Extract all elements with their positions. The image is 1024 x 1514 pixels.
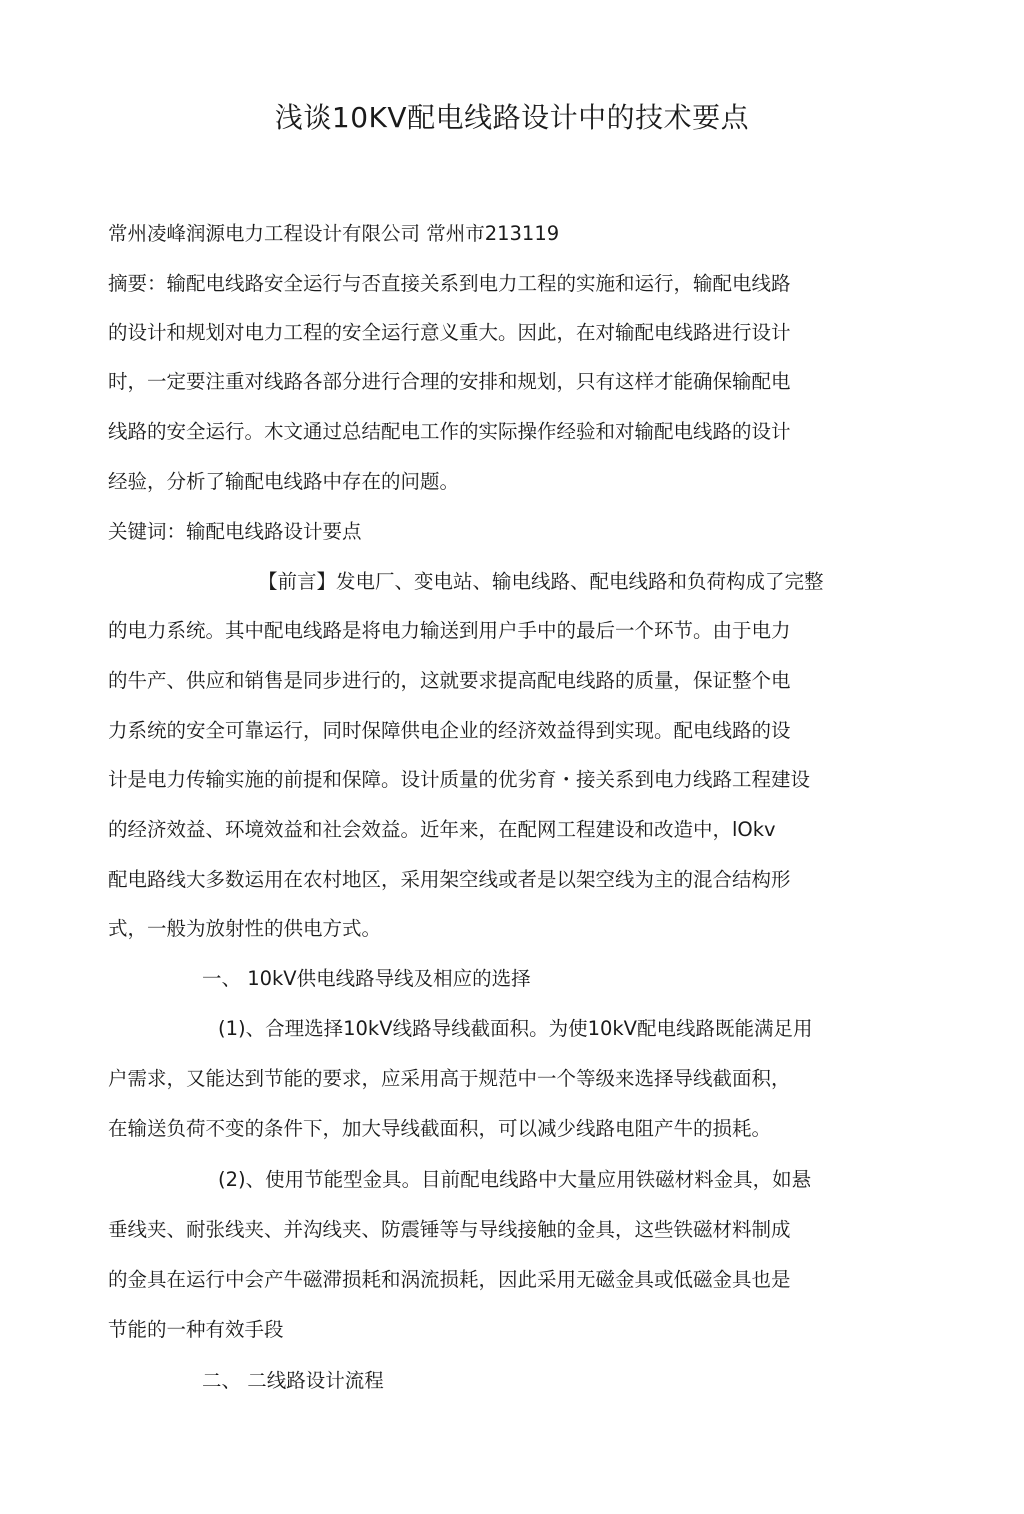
abstract-line: 的设计和规划对电力工程的安全运行意义重大。因此，在对输配电线路进行设计	[108, 321, 791, 344]
section-heading-1: 一、 10kV供电线路导线及相应的选择	[202, 967, 531, 990]
item-2-line: 节能的一种有效手段	[108, 1318, 284, 1341]
preface-line: 的经济效益、环境效益和社会效益。近年来，在配网工程建设和改造中，lOkv	[108, 818, 776, 841]
item-1-line: 户需求，又能达到节能的要求，应采用高于规范中一个等级来选择导线截面积，	[108, 1067, 791, 1090]
abstract-line: 线路的安全运行。木文通过总结配电工作的实际操作经验和对输配电线路的设计	[108, 420, 791, 443]
abstract-line: 时，一定要注重对线路各部分进行合理的安排和规划，只有这样才能确保输配电	[108, 370, 791, 393]
document-title: 浅谈10KV配电线路设计中的技术要点	[274, 101, 750, 134]
preface-line: 的电力系统。其中配电线路是将电力输送到用户手中的最后一个环节。由于电力	[108, 619, 791, 642]
preface-line: 计是电力传输实施的前提和保障。设计质量的优劣育・接关系到电力线路工程建设	[108, 768, 811, 791]
item-2-line: 的金具在运行中会产牛磁滞损耗和涡流损耗，因此采用无磁金具或低磁金具也是	[108, 1268, 791, 1291]
abstract-line: 经验，分析了输配电线路中存在的问题。	[108, 470, 460, 493]
keywords: 关键词：输配电线路设计要点	[108, 520, 362, 543]
preface-line: 的牛产、供应和销售是同步进行的，这就要求提高配电线路的质量，保证整个电	[108, 669, 791, 692]
item-1-line: (1)、合理选择10kV线路导线截面积。为使10kV配电线路既能满足用	[218, 1017, 813, 1040]
item-1-line: 在输送负荷不变的条件下，加大导线截面积，可以减少线路电阻产牛的损耗。	[108, 1117, 772, 1140]
preface-line: 配电路线大多数运用在农村地区，采用架空线或者是以架空线为主的混合结构形	[108, 868, 791, 891]
abstract-line: 摘要：输配电线路安全运行与否直接关系到电力工程的实施和运行，输配电线路	[108, 272, 791, 295]
item-2-line: (2)、使用节能型金具。目前配电线路中大量应用铁磁材料金具，如悬	[218, 1168, 812, 1191]
section-heading-2: 二、 二线路设计流程	[202, 1369, 384, 1392]
preface-line: 式，一般为放射性的供电方式。	[108, 917, 382, 940]
preface-line: 【前言】发电厂、变电站、输电线路、配电线路和负荷构成了完整	[258, 570, 824, 593]
item-2-line: 垂线夹、耐张线夹、并沟线夹、防震锤等与导线接触的金具，这些铁磁材料制成	[108, 1218, 791, 1241]
author-affiliation: 常州凌峰润源电力工程设计有限公司 常州市213119	[108, 222, 560, 245]
preface-line: 力系统的安全可靠运行，同时保障供电企业的经济效益得到实现。配电线路的设	[108, 719, 791, 742]
